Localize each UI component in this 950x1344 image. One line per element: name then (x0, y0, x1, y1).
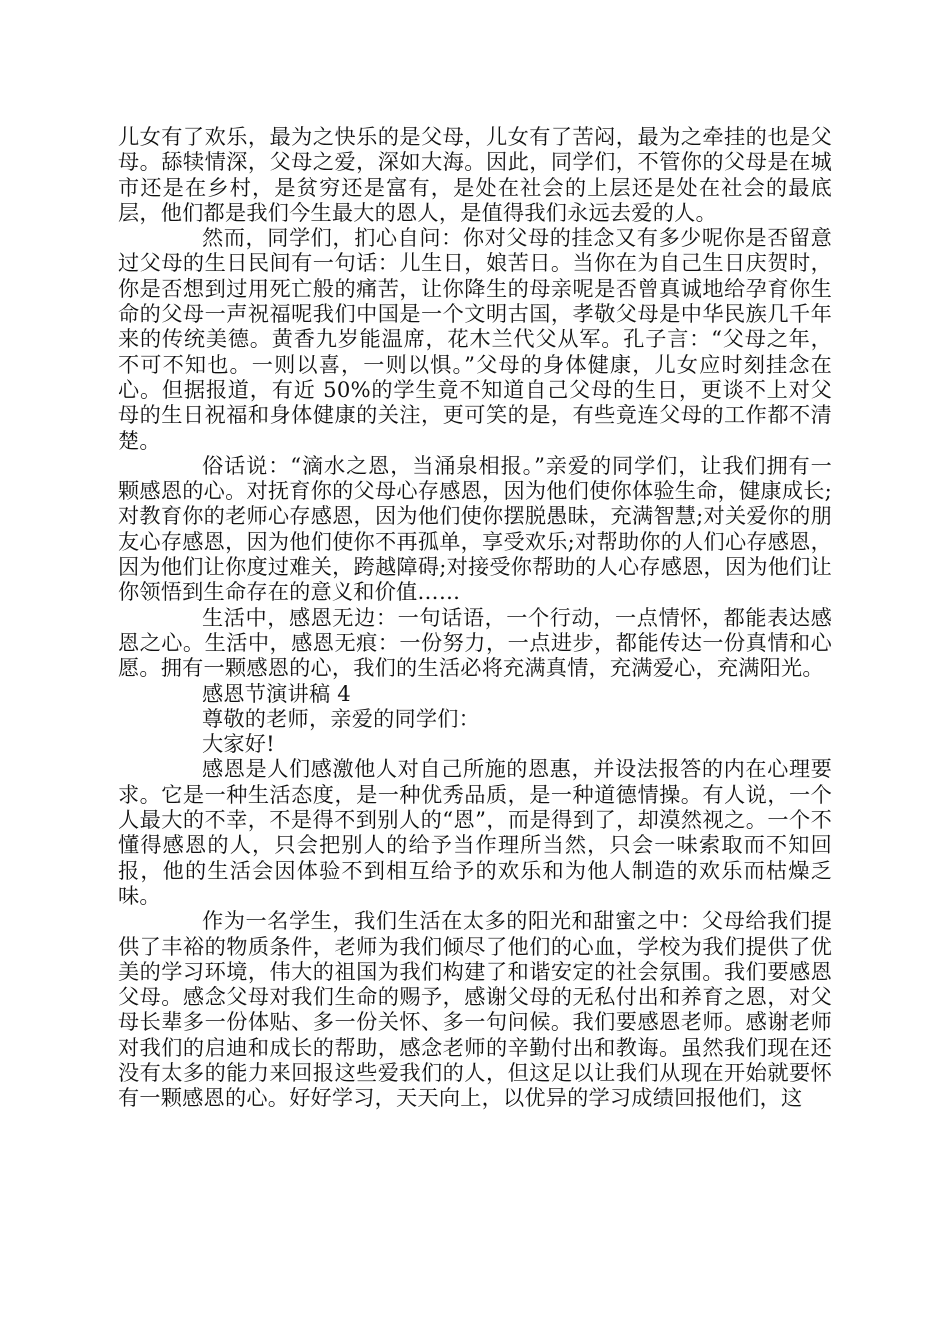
document-body (118, 124, 832, 1111)
paragraph-gratitude-in-life: 生活中，感恩无边：一句话语，一个行动，一点情怀，都能表达感恩之心。生活中，感恩无痕：一份努力，一点进步，都能传达一份真情和心愿。拥有一颗感恩的心，我们的生活必将充满真情，充满爱心，充满阳光。 (118, 604, 832, 681)
paragraph-birthday-reflection: 然而，同学们，扪心自问：你对父母的挂念又有多少呢你是否留意过父母的生日民间有一句话：儿生日，娘苦日。当你在为自己生日庆贺时，你是否想到过用死亡般的痛苦，让你降生的母亲呢是否曾真诚地给孕育你生命的父母一声祝福呢我们中国是一个文明古国，孝敬父母是中华民族几千年来的传统美德。黄香九岁能温席，花木兰代父从军。孔子言：“父母之年，不可不知也。一则以喜，一则以惧。”父母的身体健康，儿女应时刻挂念在心。但据报道，有近 50%的学生竟不知道自己父母的生日，更谈不上对父母的生日祝福和身体健康的关注，更可笑的是，有些竟连父母的工作都不清楚。 (118, 225, 832, 453)
paragraph-grateful-heart: 俗话说：“滴水之恩，当涌泉相报。”亲爱的同学们，让我们拥有一颗感恩的心。对抚育你的父母心存感恩，因为他们使你体验生命，健康成长;对教育你的老师心存感恩，因为他们使你摆脱愚昧，充满智慧;对关爱你的朋友心存感恩，因为他们使你不再孤单，享受欢乐;对帮助你的人们心存感恩，因为他们让你度过难关，跨越障碍;对接受你帮助的人心存感恩，因为他们让你领悟到生命存在的意义和价值…… (118, 452, 832, 605)
speech-salutation: 尊敬的老师，亲爱的同学们： (202, 705, 481, 731)
speech-heading: 感恩节演讲稿 4 (202, 680, 351, 706)
paragraph-gratitude-definition: 感恩是人们感激他人对自己所施的恩惠，并设法报答的内在心理要求。它是一种生活态度，是一种优秀品质，是一种道德情操。有人说，一个人最大的不幸，不是得不到别人的“恩”，而是得到了，却漠然视之。一个不懂得感恩的人，只会把别人的给予当作理所当然，只会一味索取而不知回报，他的生活会因体验不到相互给予的欢乐和为他人制造的欢乐而枯燥乏味。 (118, 756, 832, 908)
speech-greeting: 大家好! (202, 731, 275, 757)
paragraph-parents-love: 儿女有了欢乐，最为之快乐的是父母，儿女有了苦闷，最为之牵挂的也是父母。舔犊情深，父母之爱，深如大海。因此，同学们，不管你的父母是在城市还是在乡村，是贫穷还是富有，是处在社会的上层还是处在社会的最底层，他们都是我们今生最大的恩人，是值得我们永远去爱的人。 (118, 124, 832, 225)
paragraph-student-gratitude: 作为一名学生，我们生活在太多的阳光和甜蜜之中：父母给我们提供了丰裕的物质条件，老师为我们倾尽了他们的心血，学校为我们提供了优美的学习环境，伟大的祖国为我们构建了和谐安定的社会氛围。我们要感恩父母。感念父母对我们生命的赐予，感谢父母的无私付出和养育之恩，对父母长辈多一份体贴、多一份关怀、多一句问候。我们要感恩老师。感谢老师对我们的启迪和成长的帮助，感念老师的辛勤付出和教诲。虽然我们现在还没有太多的能力来回报这些爱我们的人，但这足以让我们从现在开始就要怀有一颗感恩的心。好好学习，天天向上，以优异的学习成绩回报他们，这 (118, 908, 832, 1111)
